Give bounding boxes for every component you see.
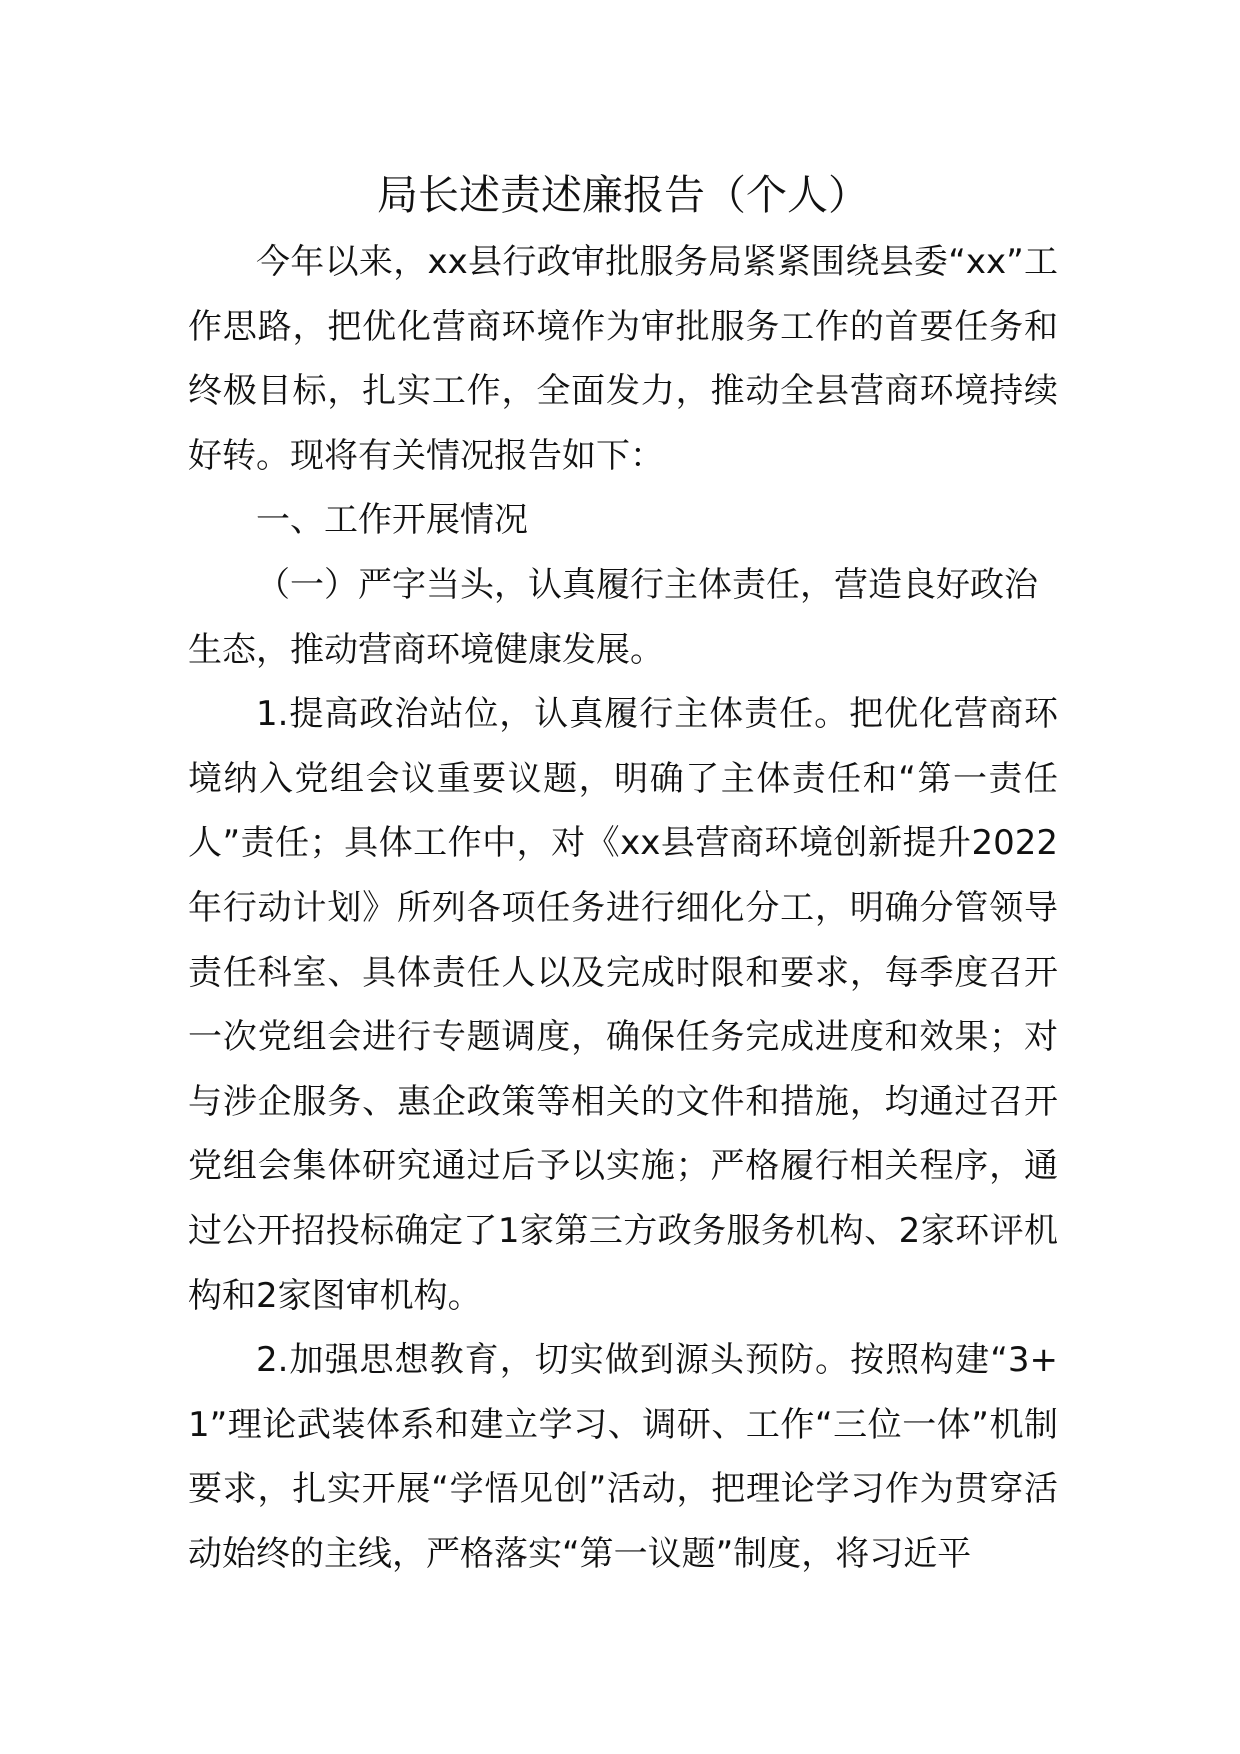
- section-heading-1: 一、工作开展情况: [256, 500, 528, 541]
- item-1-lead: 1.提高政治站位，认真履行主体责任。: [256, 694, 850, 735]
- subsection-heading-1: （一）严字当头，认真履行主体责任，营造良好政治生态，推动营商环境健康发展。: [188, 564, 1038, 670]
- item-2-lead: 2.加强思想教育，切实做到源头预防。: [256, 1340, 851, 1381]
- item-1-paragraph: [188, 682, 1058, 1328]
- item-2-body: 按照构建“3+1”理论武装体系和建立学习、调研、工作“三位一体”机制要求，扎实开展“学悟见创”活动，把理论学习作为贯穿活动始终的主线，严格落实“第一议题”制度，将习近平: [188, 1340, 1058, 1574]
- intro-paragraph: 今年以来，xx县行政审批服务局紧紧围绕县委“xx”工作思路，把优化营商环境作为审批服务工作的首要任务和终极目标，扎实工作，全面发力，推动全县营商环境持续好转。现将有关情况报告如下：: [188, 242, 1058, 476]
- item-1-body: 把优化营商环境纳入党组会议重要议题，明确了主体责任和“第一责任人”责任；具体工作中，对《xx县营商环境创新提升2022年行动计划》所列各项任务进行细化分工，明确分管领导责任科室、具体责任人以及完成时限和要求，每季度召开一次党组会进行专题调度，确保任务完成进度和效果；对与涉企服务、惠企政策等相关的文件和措施，均通过召开党组会集体研究通过后予以实施；严格履行相关程序，通过公开招投标确定了1家第三方政务服务机构、2家环评机构和2家图审机构。: [188, 694, 1058, 1316]
- document-page: [188, 160, 1058, 1586]
- document-title: 局长述责述廉报告（个人）: [377, 171, 869, 219]
- item-2-paragraph: [188, 1328, 1058, 1586]
